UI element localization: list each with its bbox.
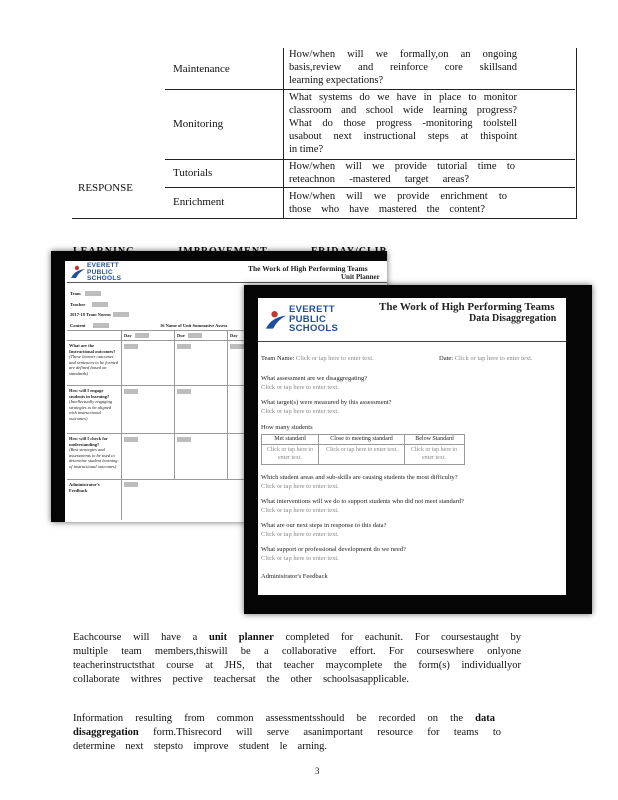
date-input[interactable]: Click or tap here to enter text.	[454, 355, 533, 362]
prompt-interventions: What interventions will we do to support students who did not meet standard?	[261, 498, 464, 505]
field-team: Team	[70, 291, 81, 296]
day-label-1: Day	[124, 333, 132, 338]
disaggregation-term: disaggregation	[73, 727, 139, 738]
row-text-monitoring: What systems do we have in place to monitor classroom and school wide learning progress? What do those progress -monitoring toolstell usabout next instructional steps at thispoint in time?	[289, 92, 517, 155]
unit-planner-term: unit planner	[209, 632, 274, 643]
everett-logo-icon-2	[263, 308, 289, 332]
header-below-standard: Below Standard	[415, 436, 454, 442]
unit-planner-title: The Work of High Performing Teams	[248, 264, 368, 273]
how-many-students: How many students	[261, 424, 313, 431]
logo-word-2: PUBLIC	[87, 268, 113, 276]
logo-word-3: SCHOOLS	[87, 275, 122, 282]
input-difficulty[interactable]: Click or tap here to enter text.	[261, 483, 339, 490]
day-label-3: Day	[230, 333, 238, 338]
input-next-steps[interactable]: Click or tap here to enter text.	[261, 531, 339, 538]
admin-feedback-label: Administrator's Feedback	[69, 482, 100, 493]
field-content: Content	[70, 323, 86, 328]
logo-word-1b: EVERETT	[289, 304, 335, 315]
row-label-enrichment: Enrichment	[173, 196, 225, 208]
row-text-maintenance: How/when will we formally,on an ongoing basis,review and reinforce core skillsand learning expectations?	[289, 49, 517, 86]
logo-word-1: EVERETT	[87, 262, 120, 269]
field-summative: 16 Name of Unit Summative Assess	[160, 323, 228, 328]
input-support[interactable]: Click or tap here to enter text.	[261, 555, 339, 562]
prompt-targets: What target(s) were measured by this assessment?	[261, 399, 392, 406]
row-label-monitoring: Monitoring	[173, 118, 224, 130]
data-disagg-subtitle: Data Disaggregation	[469, 313, 557, 324]
unit-planner-subtitle: Unit Planner	[341, 273, 380, 281]
section-label-response: RESPONSE	[78, 182, 134, 194]
page-number: 3	[315, 766, 320, 776]
cell-close-standard[interactable]: Click or tap here to enter text.	[326, 447, 398, 453]
input-targets[interactable]: Click or tap here to enter text.	[261, 408, 339, 415]
field-teacher: Teacher	[70, 302, 86, 307]
question-check: How will I check for understanding? (Best strategies and assessments to be used to determine student learning of instructional outcomes)	[69, 436, 118, 469]
team-name-label: Team Name: Click or tap here to enter text.	[261, 355, 374, 362]
logo-word-3b: SCHOOLS	[289, 323, 339, 334]
row-text-tutorials: How/when will we provide tutorial time to reteachnon -mastered target areas?	[289, 161, 515, 185]
prompt-assessment: What assessment are we disaggregating?	[261, 375, 368, 382]
logo-word-2b: PUBLIC	[289, 313, 327, 325]
cell-below-standard[interactable]: Click or tap here to enter text.	[410, 447, 458, 461]
cell-met-standard[interactable]: Click or tap here to enter text.	[266, 447, 314, 461]
data-disagg-title: The Work of High Performing Teams	[379, 301, 555, 313]
header-met-standard: Met standard	[274, 436, 306, 442]
data-disaggregation-screenshot	[244, 285, 592, 614]
prompt-next-steps: What are our next steps in response to this data?	[261, 522, 387, 529]
everett-logo-icon	[69, 264, 87, 280]
prompt-difficulty: Which student areas and sub-skills are causing students the most difficulty?	[261, 474, 458, 481]
prompt-support: What support or professional development do we need?	[261, 546, 406, 553]
admin-feedback-label-2: Administrator's Feedback	[261, 573, 328, 580]
question-outcomes: What are the Instructional outcomes? (These learner outcomes and sentences to be formed are defined based on standards)	[69, 343, 118, 376]
row-label-maintenance: Maintenance	[173, 63, 230, 75]
day-label-2: Due	[177, 333, 185, 338]
team-name-input[interactable]: Click or tap here to enter text.	[295, 355, 374, 362]
data-term: data	[475, 713, 495, 724]
field-team-norms: 2017-18 Team Norms	[70, 312, 111, 317]
input-assessment[interactable]: Click or tap here to enter text.	[261, 384, 339, 391]
question-engage: How will I engage students in learning? (Intellectually engaging strategies to be aligned with instructional outcomes)	[69, 388, 113, 421]
row-text-enrichment: How/when will we provide enrichment to those who have mastered the content?	[289, 191, 507, 215]
row-label-tutorials: Tutorials	[173, 167, 213, 179]
date-label: Date: Click or tap here to enter text.	[439, 355, 533, 362]
header-close-standard: Close to meeting standard	[330, 436, 393, 442]
input-interventions[interactable]: Click or tap here to enter text.	[261, 507, 339, 514]
